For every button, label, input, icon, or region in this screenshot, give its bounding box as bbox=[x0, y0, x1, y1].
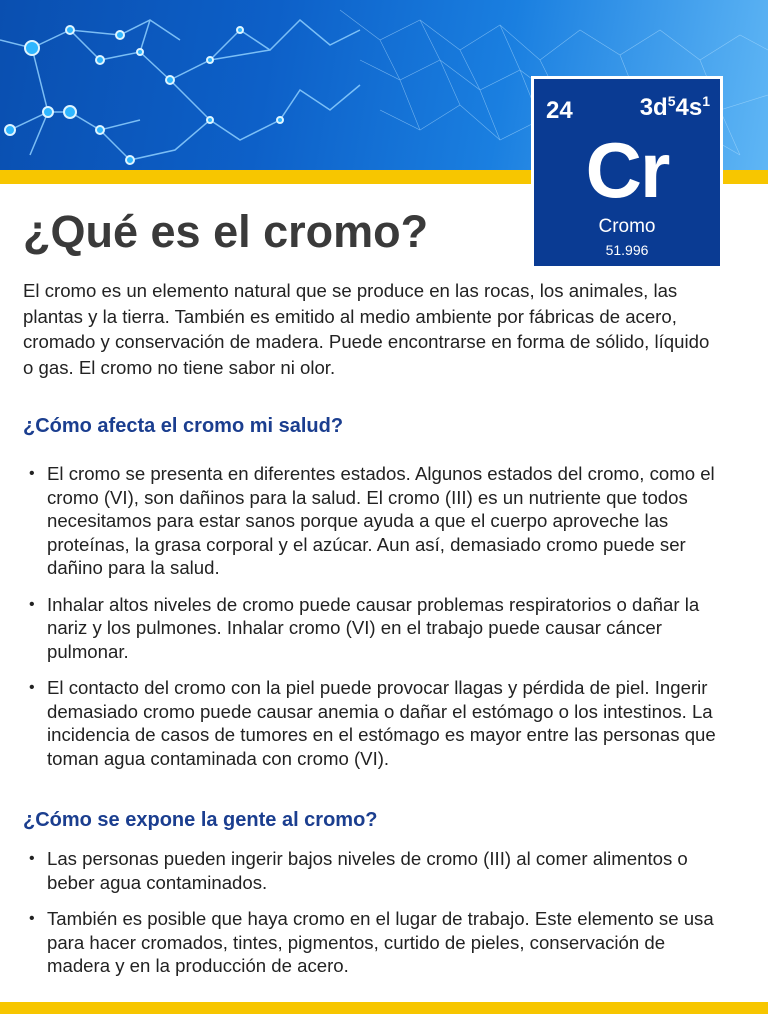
bullet-icon: • bbox=[29, 465, 35, 482]
list-item: • Las personas pueden ingerir bajos niveles de cromo (III) al comer alimentos o beber agua contaminados. bbox=[29, 848, 688, 893]
bullet-icon: • bbox=[29, 910, 35, 927]
page-title: ¿Qué es el cromo? bbox=[23, 206, 429, 257]
element-name: Cromo bbox=[598, 216, 656, 237]
list-item: • Inhalar altos niveles de cromo puede causar problemas respiratorios o dañar la nariz y los pulmones. Inhalar cromo (VI) en el trabajo puede causar cáncer pulmonar. bbox=[29, 593, 700, 662]
periodic-element-card bbox=[531, 76, 723, 269]
health-bullet-list bbox=[23, 462, 728, 783]
exposure-bullet-list bbox=[23, 847, 728, 991]
list-item: • También es posible que haya cromo en el lugar de trabajo. Este elemento se usa para hacer cromados, tintes, pigmentos, curtido de pieles, conservación de madera y en la producción de acero. bbox=[29, 908, 714, 976]
electron-configuration: $3d^54s^1$ bbox=[639, 93, 710, 121]
bullet-icon: • bbox=[29, 679, 35, 696]
footer-accent-bar bbox=[0, 1002, 768, 1014]
atomic-number: 24 bbox=[546, 97, 573, 124]
element-symbol: Cr bbox=[585, 126, 669, 214]
list-item: • El contacto del cromo con la piel puede provocar llagas y pérdida de piel. Ingerir demasiado cromo puede causar anemia o dañar el estómago o los intestinos. La incidencia de casos de tumores en el estómago es mayor entre las personas que toman agua contaminada con cromo (VI). bbox=[29, 677, 716, 769]
section-heading-exposure: ¿Cómo se expone la gente al cromo? bbox=[23, 809, 378, 831]
bullet-icon: • bbox=[29, 595, 35, 613]
section-heading-health: ¿Cómo afecta el cromo mi salud? bbox=[23, 415, 344, 437]
list-item: • El cromo se presenta en diferentes estados. Algunos estados del cromo, como el cromo (VI), son dañinos para la salud. El cromo (III) es un nutriente que todos necesitamos para estar sanos porque ayuda a que el cuerpo aproveche las proteínas, la grasa corporal y el azúcar. Aun así, demasiado cromo puede ser dañino para la salud. bbox=[29, 463, 715, 578]
bullet-icon: • bbox=[29, 850, 35, 867]
atomic-mass: 51.996 bbox=[605, 242, 649, 258]
intro-paragraph: El cromo es un elemento natural que se produce en las rocas, los animales, las plantas y la tierra. También es emitido al medio ambiente por fábricas de acero, cromado y conservación de madera. Puede encontrarse en forma de sólido, líquido o gas. El cromo no tiene sabor ni olor. bbox=[23, 280, 710, 378]
